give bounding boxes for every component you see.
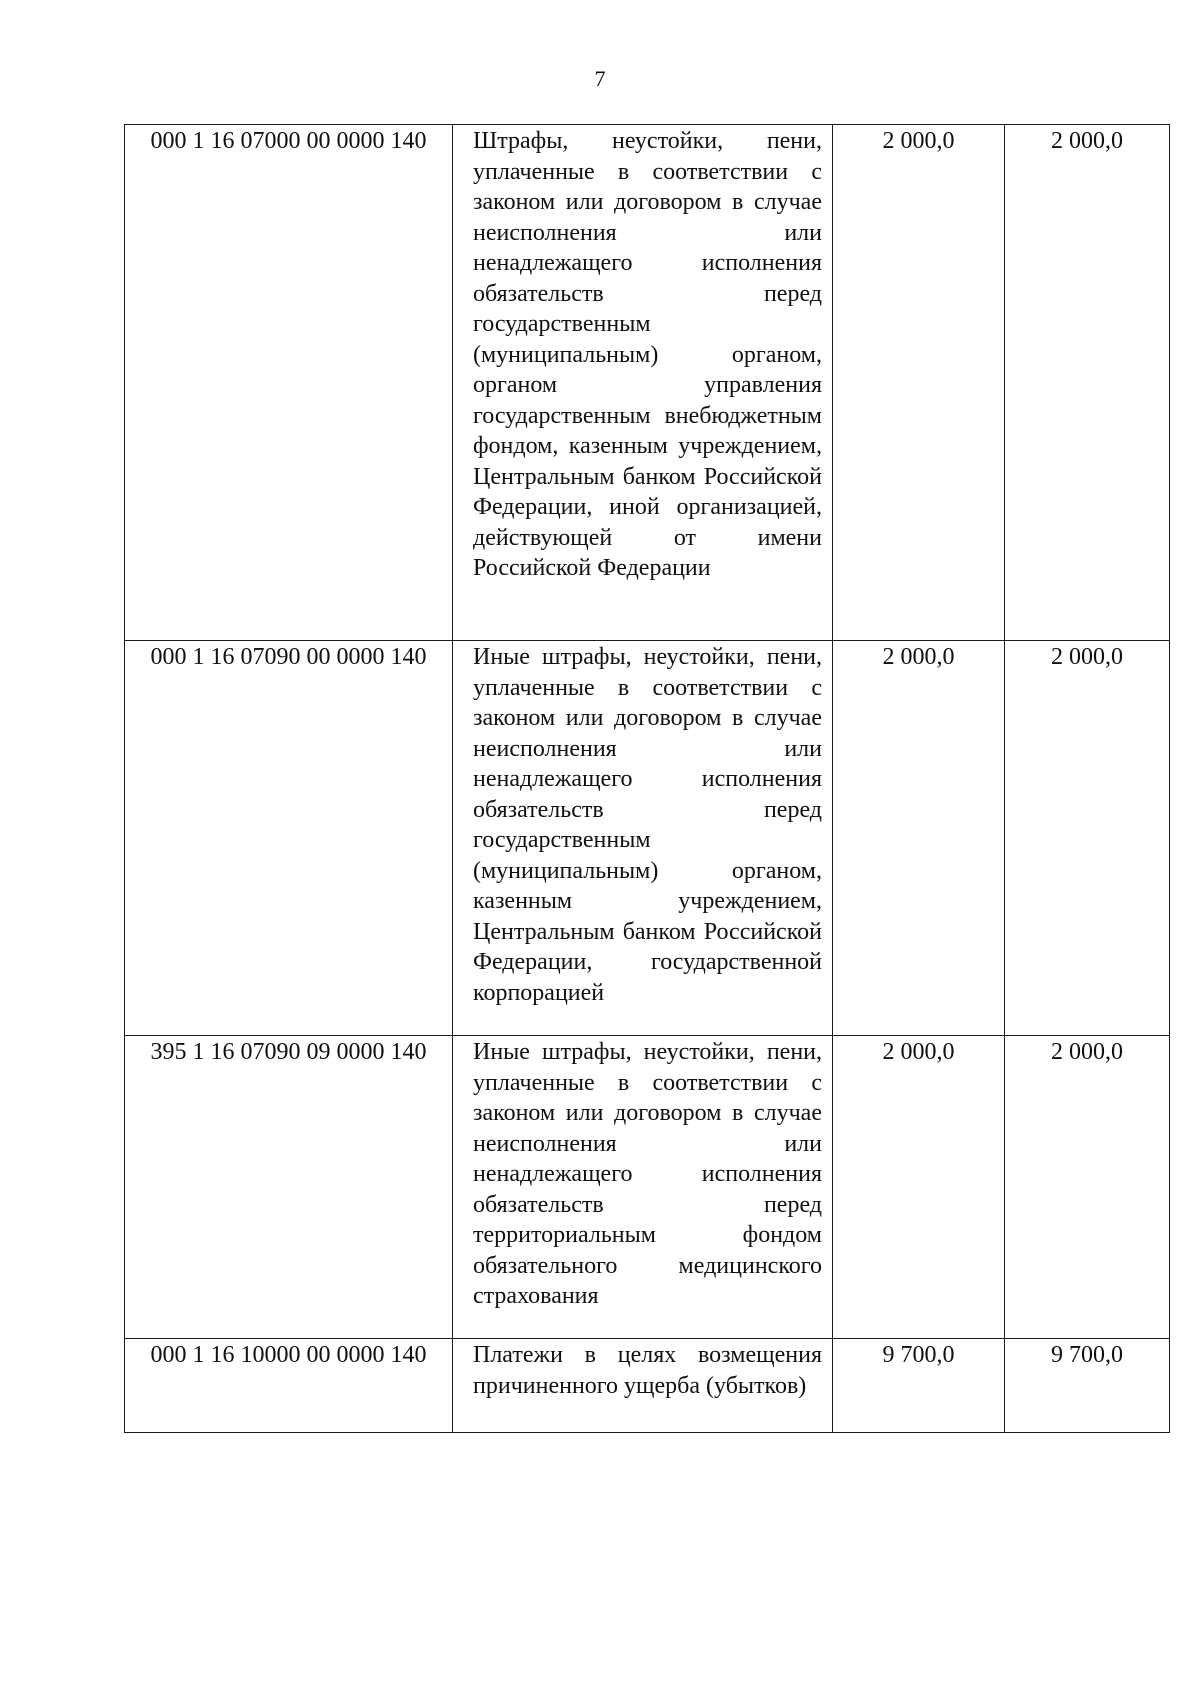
- amount-cell-2: [1005, 125, 1170, 641]
- amount-value: 9 700,0: [1051, 1342, 1123, 1368]
- amount-value: 2 000,0: [1051, 1039, 1123, 1065]
- description-cell: Иные штрафы, неустойки, пени, уплаченные в соответствии с законом или договором в случае неисполнения или ненадлежащего исполнения обязательств перед государственным (муниципальным) органом, казенным учреждением, Центральным банком Российской Федерации, государственной корпорацией: [453, 641, 833, 1036]
- amount-value: 2 000,0: [1051, 644, 1123, 670]
- description-cell: Иные штрафы, неустойки, пени, уплаченные в соответствии с законом или договором в случае неисполнения или ненадлежащего исполнения обязательств перед территориальным фондом обязательного медицинского страхования: [453, 1036, 833, 1339]
- amount-cell-1: [833, 125, 1005, 641]
- budget-code-cell: 000 1 16 07000 00 0000 140: [125, 125, 453, 641]
- table-row: [125, 641, 1170, 1036]
- amount-cell-1: [833, 641, 1005, 1036]
- table-row: [125, 1339, 1170, 1433]
- amount-cell-2: [1005, 1036, 1170, 1339]
- amount-cell-1: [833, 1339, 1005, 1433]
- amount-value: 9 700,0: [882, 1342, 955, 1368]
- amount-value: 2 000,0: [882, 644, 955, 670]
- budget-code-cell: 000 1 16 10000 00 0000 140: [125, 1339, 453, 1433]
- description-cell: Штрафы, неустойки, пени, уплаченные в соответствии с законом или договором в случае неисполнения или ненадлежащего исполнения обязательств перед государственным (муниципальным) органом, органом управления государственным внебюджетным фондом, казенным учреждением, Центральным банком Российской Федерации, иной организацией, действующей от имени Российской Федерации: [453, 125, 833, 641]
- revenue-table: [124, 124, 1170, 1433]
- page-number: 7: [594, 66, 606, 91]
- budget-code-cell: 000 1 16 07090 00 0000 140: [125, 641, 453, 1036]
- amount-value: 2 000,0: [882, 128, 955, 154]
- table-row: [125, 1036, 1170, 1339]
- amount-value: 2 000,0: [1051, 128, 1123, 154]
- amount-cell-1: [833, 1036, 1005, 1339]
- amount-cell-2: [1005, 1339, 1170, 1433]
- budget-code-cell: 395 1 16 07090 09 0000 140: [125, 1036, 453, 1339]
- amount-value: 2 000,0: [882, 1039, 955, 1065]
- table-row: [125, 125, 1170, 641]
- description-cell: Платежи в целях возмещения причиненного ущерба (убытков): [453, 1339, 833, 1433]
- amount-cell-2: [1005, 641, 1170, 1036]
